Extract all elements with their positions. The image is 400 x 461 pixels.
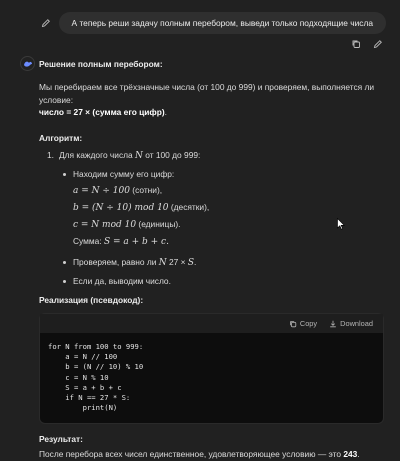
- substep-output: [63, 275, 389, 287]
- substep-digits: [63, 168, 389, 250]
- code-block-header: [40, 314, 383, 333]
- pencil-icon[interactable]: [39, 16, 53, 30]
- impl-title: Реализация (псевдокод):: [39, 295, 144, 305]
- substep-check-mid: 27 ×: [166, 257, 188, 267]
- result-text: После перебора всех чисел единственное, удовлетворяющее условию — это: [39, 449, 344, 460]
- mouse-cursor-icon: [337, 218, 345, 230]
- formula-c-math: c = N mod 10: [73, 220, 137, 230]
- result-value: 243: [343, 449, 358, 460]
- condition-end: .: [164, 107, 167, 117]
- formula-c-note: (единицы).: [136, 219, 181, 229]
- substep-output-text: Если да, выводим число.: [73, 276, 171, 286]
- download-code-button[interactable]: [329, 319, 373, 328]
- code-content: for N from 100 to 999: a = N // 100 b = (N // 10) % 10 c = N % 10 S = a + b + c if N == 27 * S: print(N): [48, 342, 144, 413]
- substep-check-var2: S: [187, 258, 195, 268]
- message-actions: [350, 38, 384, 50]
- intro-paragraph: [39, 81, 389, 119]
- assistant-answer: [39, 59, 389, 461]
- edit-icon[interactable]: [372, 38, 384, 50]
- substep-check: [63, 256, 389, 269]
- algo-title: Алгоритм:: [39, 132, 83, 143]
- download-code-label: Download: [340, 319, 373, 328]
- algo-step-pre: Для каждого числа: [59, 149, 136, 160]
- user-message-bubble: А теперь реши задачу полным перебором, выведи только подходящие числа: [59, 12, 386, 34]
- copy-code-icon: [289, 320, 297, 328]
- intro-text: Мы перебираем все трёхзначные числа (от 100 до 999) и проверяем, выполняется ли условие:: [39, 82, 375, 105]
- result-end: .: [357, 449, 360, 460]
- code-block: [39, 313, 384, 424]
- download-icon: [329, 320, 337, 328]
- result-paragraph: [39, 448, 389, 461]
- formula-sum-math: S = a + b + c.: [103, 237, 169, 247]
- copy-icon[interactable]: [350, 38, 362, 50]
- substep-check-var: N: [158, 258, 167, 268]
- formula-sum-pre: Сумма:: [73, 236, 104, 246]
- algo-step-number: 1.: [47, 149, 54, 160]
- formula-a-note: (сотни),: [129, 185, 163, 195]
- substep-check-pre: Проверяем, равно ли: [73, 257, 159, 267]
- formula-b-note: (десятки),: [168, 202, 210, 212]
- copy-code-label: Copy: [299, 319, 318, 328]
- condition-text: число = 27 × (сумма его цифр): [39, 107, 165, 117]
- formula-b-math: b = (N ÷ 10) mod 10: [73, 203, 169, 213]
- user-message-row: [39, 12, 386, 34]
- copy-code-button[interactable]: [289, 319, 317, 328]
- substep-check-end: .: [194, 257, 197, 267]
- substep-digits-title: Находим сумму его цифр:: [73, 169, 175, 179]
- assistant-logo-icon: [20, 56, 35, 71]
- formula-a: [73, 182, 389, 199]
- algo-step-post: от 100 до 999:: [142, 149, 201, 160]
- answer-heading: Решение полным перебором:: [39, 59, 163, 69]
- result-title: Результат:: [39, 434, 83, 445]
- formula-sum: [73, 233, 389, 250]
- algo-step-var: N: [135, 150, 143, 161]
- formula-a-math: a = N ÷ 100: [73, 186, 130, 196]
- formula-b: [73, 199, 389, 216]
